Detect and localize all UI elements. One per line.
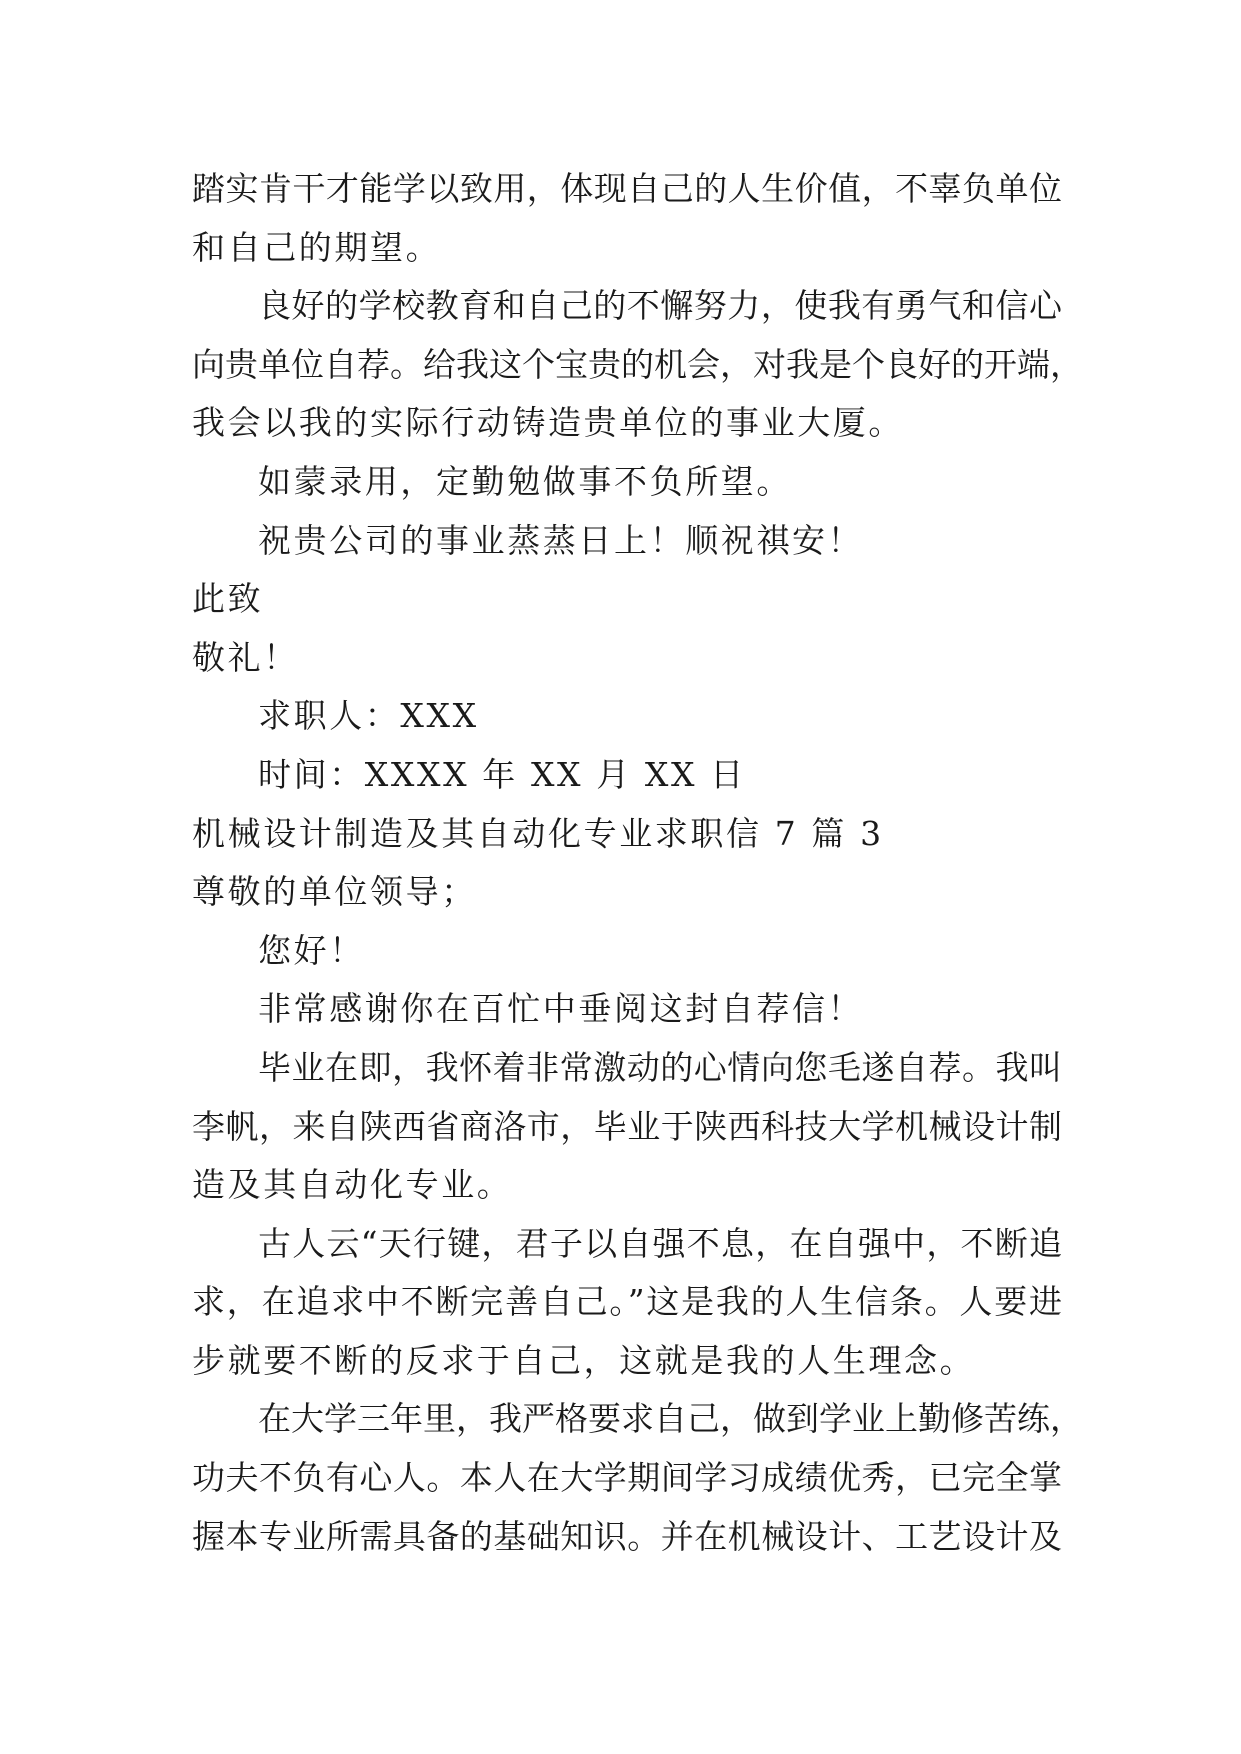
text-line: 踏实肯干才能学以致用，体现自己的人生价值，不辜负单位: [192, 169, 1062, 208]
letter-body: [192, 160, 1083, 1566]
letter-date: 时间：XXXX 年 XX 月 XX 日: [258, 754, 746, 794]
text-line: 和自己的期望。: [192, 227, 442, 267]
text-line: 非常感谢你在百忙中垂阅这封自荐信！: [258, 989, 864, 1029]
text-line: 良好的学校教育和自己的不懈努力，使我有勇气和信心: [258, 286, 1062, 326]
text-line: 毕业在即，我怀着非常激动的心情向您毛遂自荐。我叫: [258, 1047, 1062, 1087]
text-line: 在大学三年里，我严格要求自己，做到学业上勤修苦练，: [258, 1399, 1083, 1439]
text-line: 我会以我的实际行动铸造贵单位的事业大厦。: [192, 403, 904, 443]
section-title: 机械设计制造及其自动化专业求职信 7 篇 3: [192, 813, 884, 853]
text-line: 求，在追求中不断完善自己。”这是我的人生信条。人要进: [192, 1282, 1062, 1322]
text-line: 向贵单位自荐。给我这个宝贵的机会，对我是个良好的开端，: [192, 344, 1083, 384]
text-line: 握本专业所需具备的基础知识。并在机械设计、工艺设计及: [192, 1516, 1062, 1556]
closing-salutation: 此致: [192, 579, 264, 619]
closing-regards: 敬礼！: [192, 637, 299, 677]
text-line: 造及其自动化专业。: [192, 1165, 513, 1205]
text-line: 古人云“天行键，君子以自强不息，在自强中，不断追: [258, 1223, 1062, 1263]
text-line: 功夫不负有心人。本人在大学期间学习成绩优秀，已完全掌: [192, 1458, 1062, 1498]
text-line: 如蒙录用，定勤勉做事不负所望。: [258, 461, 792, 501]
greeting: 尊敬的单位领导；: [192, 872, 477, 912]
text-line: 您好！: [258, 930, 365, 970]
text-line: 步就要不断的反求于自己，这就是我的人生理念。: [192, 1340, 976, 1380]
applicant-name: 求职人：XXX: [258, 696, 479, 736]
text-line: 李帆，来自陕西省商洛市，毕业于陕西科技大学机械设计制: [192, 1106, 1062, 1146]
text-line: 祝贵公司的事业蒸蒸日上！顺祝祺安！: [258, 520, 864, 560]
